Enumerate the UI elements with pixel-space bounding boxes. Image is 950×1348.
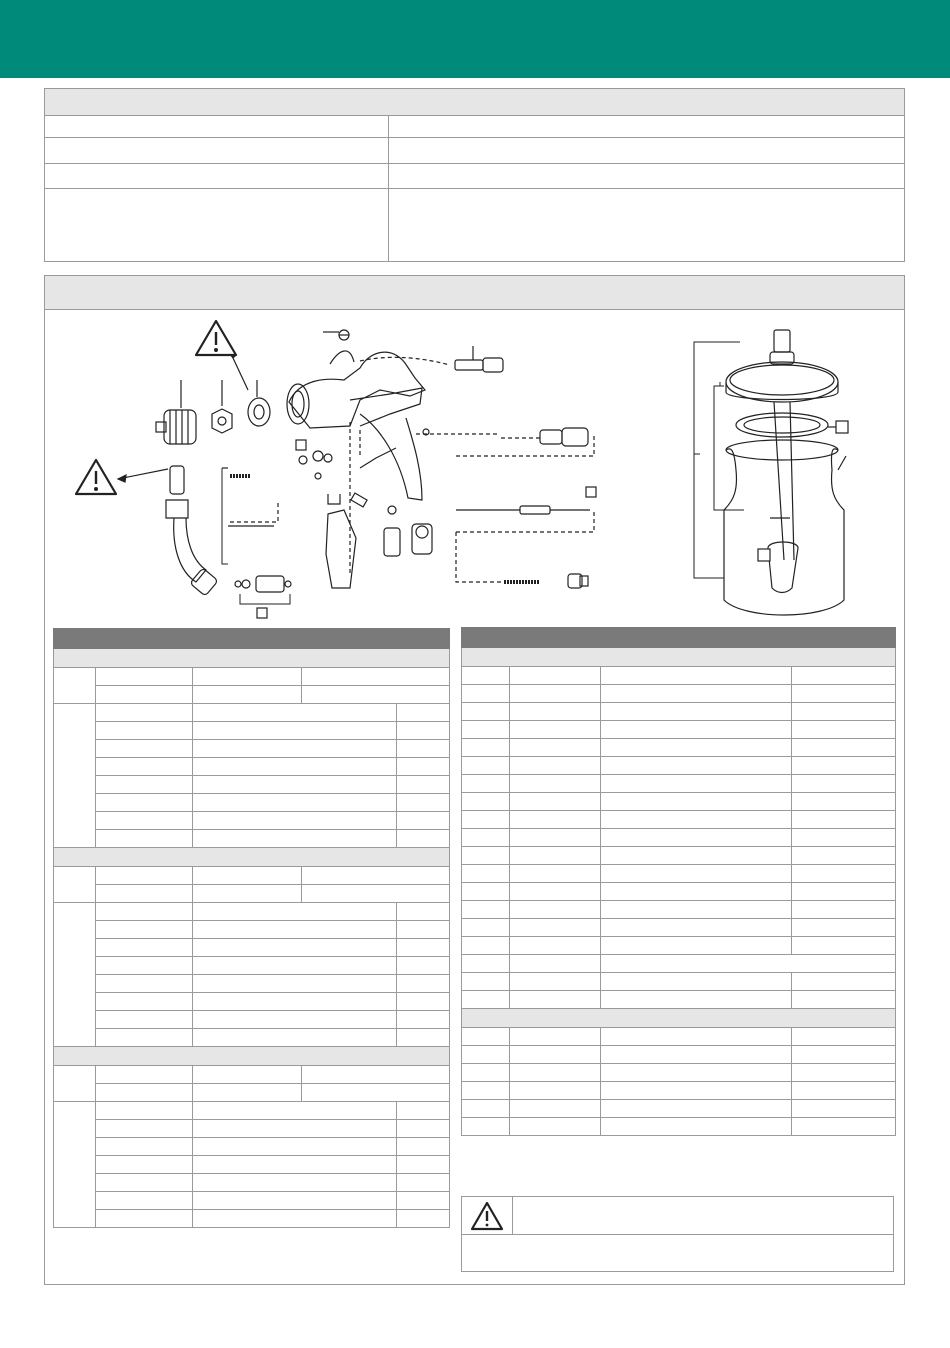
table-row <box>54 722 450 740</box>
spec-table-header <box>45 89 904 115</box>
table-row <box>54 867 450 885</box>
table-row <box>54 993 450 1011</box>
table-row <box>462 1064 896 1082</box>
table-row <box>54 1084 450 1102</box>
section-row <box>54 1047 450 1066</box>
table-row <box>462 793 896 811</box>
table-row <box>462 829 896 847</box>
table-row <box>462 865 896 883</box>
table-row <box>462 955 896 973</box>
table-header-row <box>462 628 896 648</box>
header-banner <box>0 0 950 78</box>
table-row <box>462 1118 896 1136</box>
table-row <box>54 1210 450 1228</box>
section-row <box>462 648 896 667</box>
table-row <box>54 1011 450 1029</box>
table-row <box>462 973 896 991</box>
table-row <box>54 885 450 903</box>
table-row <box>462 811 896 829</box>
table-row <box>54 1138 450 1156</box>
air-valve-assembly <box>235 576 291 592</box>
table-row <box>462 685 896 703</box>
table-row <box>54 1174 450 1192</box>
parts-table-left <box>53 628 450 1228</box>
table-row <box>54 1066 450 1084</box>
table-row <box>462 739 896 757</box>
table-row <box>462 847 896 865</box>
table-row <box>54 776 450 794</box>
table-row <box>54 812 450 830</box>
table-row <box>462 667 896 685</box>
table-row <box>462 991 896 1009</box>
table-row <box>462 721 896 739</box>
spray-gun-exploded-view <box>60 318 620 620</box>
paint-cup-exploded-view <box>680 320 870 620</box>
parts-table-right <box>461 627 896 1136</box>
table-row <box>54 1102 450 1120</box>
spec-table <box>44 88 905 262</box>
table-row <box>462 937 896 955</box>
table-row <box>462 883 896 901</box>
gun-body <box>287 351 425 500</box>
section-row <box>462 1009 896 1028</box>
table-row <box>462 919 896 937</box>
table-row <box>54 668 450 686</box>
table-row <box>54 975 450 993</box>
table-header-row <box>54 629 450 649</box>
table-row <box>462 757 896 775</box>
table-row <box>54 903 450 921</box>
warning-triangle-icon <box>76 460 116 494</box>
table-row <box>54 704 450 722</box>
table-row <box>462 1082 896 1100</box>
table-row <box>462 775 896 793</box>
table-row <box>54 1156 450 1174</box>
fluid-inlet-tube <box>166 466 218 596</box>
air-cap <box>156 410 196 444</box>
table-row <box>54 957 450 975</box>
table-row <box>54 1120 450 1138</box>
table-row <box>54 939 450 957</box>
table-row <box>54 1192 450 1210</box>
table-row <box>462 901 896 919</box>
table-row <box>54 1029 450 1047</box>
section-row <box>54 649 450 668</box>
table-row <box>54 686 450 704</box>
warning-triangle-icon <box>196 321 236 355</box>
section-row <box>54 848 450 867</box>
fluid-needle-parts <box>456 428 596 588</box>
table-row <box>462 703 896 721</box>
table-row <box>462 1046 896 1064</box>
spare-parts-header <box>45 276 904 310</box>
table-row <box>462 1100 896 1118</box>
table-row <box>54 758 450 776</box>
warning-note-box <box>461 1196 894 1272</box>
warning-triangle-icon <box>470 1201 504 1231</box>
table-row <box>462 1028 896 1046</box>
air-distributor <box>248 398 270 426</box>
nozzle <box>212 409 232 433</box>
table-row <box>54 921 450 939</box>
table-row <box>54 830 450 848</box>
table-row <box>54 740 450 758</box>
table-row <box>54 794 450 812</box>
